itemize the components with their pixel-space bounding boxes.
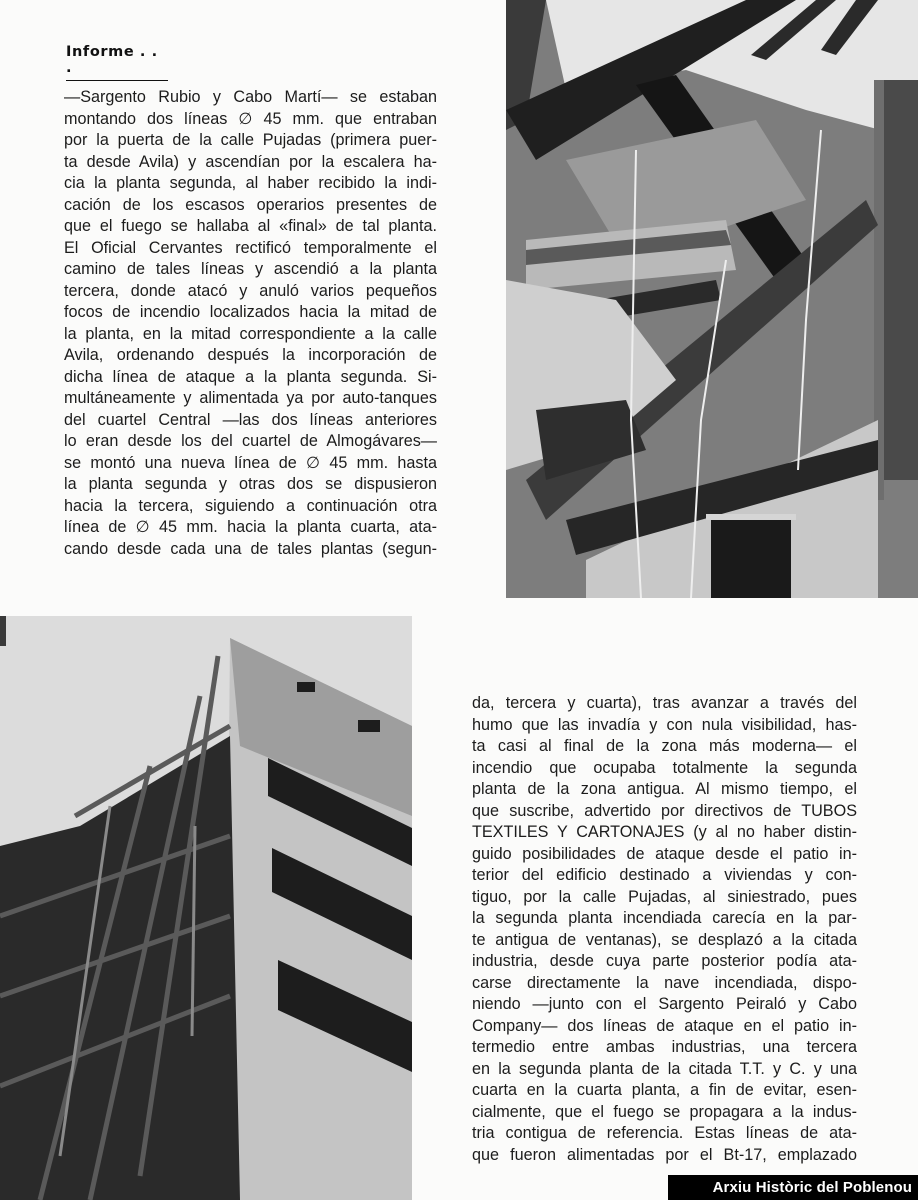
text-line: carse directamente la nave incendiada, dispo- (472, 973, 857, 992)
text-line: lo eran desde los del cuartel de Almogávares— (64, 432, 437, 450)
text-line: hacia la tercera, siguiendo a continuación otra (64, 496, 437, 515)
article-heading: Informe . . . (66, 44, 168, 81)
text-line: da, tercera y cuarta), tras avanzar a través del (472, 694, 857, 712)
text-line: multáneamente y alimentada ya por auto-tanques (64, 389, 437, 407)
text-line: —Sargento Rubio y Cabo Martí— se estaban (64, 88, 437, 106)
text-line: tercera, donde atacó y anuló varios pequeños (64, 281, 437, 300)
text-line: cuarta en la cuarta planta, a fin de evitar, esen- (472, 1081, 857, 1099)
text-line: industria, desde cuya parte posterior podía ata- (472, 952, 857, 970)
text-line: cia la planta segunda, al haber recibido la indi- (64, 174, 437, 192)
text-line: termedio entre ambas industrias, una tercera (472, 1038, 857, 1056)
text-line: TEXTILES Y CARTONAJES (y al no haber distin- (472, 823, 857, 841)
text-line: que fueron alimentadas por el Bt-17, emplazado (472, 1145, 857, 1164)
text-line: en la segunda planta de la citada T.T. y C. y una (472, 1059, 857, 1078)
text-line: terior del edificio destinado a viviendas y con- (472, 866, 857, 884)
text-line: ta casi al final de la zona más moderna— el (472, 737, 857, 755)
text-line: tiguo, por la calle Pujadas, al siniestrado, pues (472, 887, 857, 906)
text-line: del cuartel Central —las dos líneas anteriores (64, 410, 437, 429)
archive-watermark: Arxiu Històric del Poblenou (668, 1175, 918, 1200)
text-line: cando desde cada una de tales plantas (segun- (64, 539, 437, 558)
text-line: ta desde Avila) y ascendían por la escalera ha- (64, 152, 437, 171)
text-line: Company— dos líneas de ataque en el patio in- (472, 1016, 857, 1035)
text-column-right (472, 693, 857, 1166)
photo-fire-damaged-interior (506, 0, 918, 598)
text-line: la planta, en la mitad correspondiente a la calle (64, 324, 437, 343)
photo-burnt-building-exterior (0, 616, 412, 1200)
text-line: El Oficial Cervantes rectificó temporalmente el (64, 238, 437, 257)
text-line: Avila, ordenando después la incorporación de (64, 346, 437, 364)
text-line: guido posibilidades de ataque desde el patio in- (472, 844, 857, 863)
text-line: tria contigua de referencia. Estas líneas de ata- (472, 1124, 857, 1142)
text-line: incendio que ocupaba totalmente la segunda (472, 758, 857, 777)
text-line: cación de los escasos operarios presentes de (64, 195, 437, 214)
text-line: la segunda planta incendiada carecía en la par- (472, 909, 857, 927)
text-column-left (64, 87, 437, 560)
text-line: niendo —junto con el Sargento Peiraló y Cabo (472, 995, 857, 1013)
text-line: planta de la zona antigua. Al mismo tiempo, el (472, 780, 857, 798)
text-line: focos de incendio localizados hacia la mitad de (64, 303, 437, 321)
text-line: cialmente, que el fuego se propagara a la indus- (472, 1102, 857, 1121)
text-line: línea de ∅ 45 mm. hacia la planta cuarta, ata- (64, 518, 437, 536)
text-line: se montó una nueva línea de ∅ 45 mm. hasta (64, 453, 437, 472)
text-line: que el fuego se hallaba al «final» de tal planta. (64, 217, 437, 235)
text-line: dicha línea de ataque a la planta segunda. Si- (64, 367, 437, 386)
text-line: te antigua de ventanas), se desplazó a la citada (472, 930, 857, 949)
text-line: humo que las invadía y con nula visibilidad, has- (472, 715, 857, 734)
text-line: que suscribe, advertido por directivos de TUBOS (472, 801, 857, 820)
text-line: la planta segunda y otras dos se dispusieron (64, 475, 437, 493)
text-line: por la puerta de la calle Pujadas (primera puer- (64, 131, 437, 149)
text-line: montando dos líneas ∅ 45 mm. que entraban (64, 109, 437, 128)
text-line: camino de tales líneas y ascendió a la planta (64, 260, 437, 278)
